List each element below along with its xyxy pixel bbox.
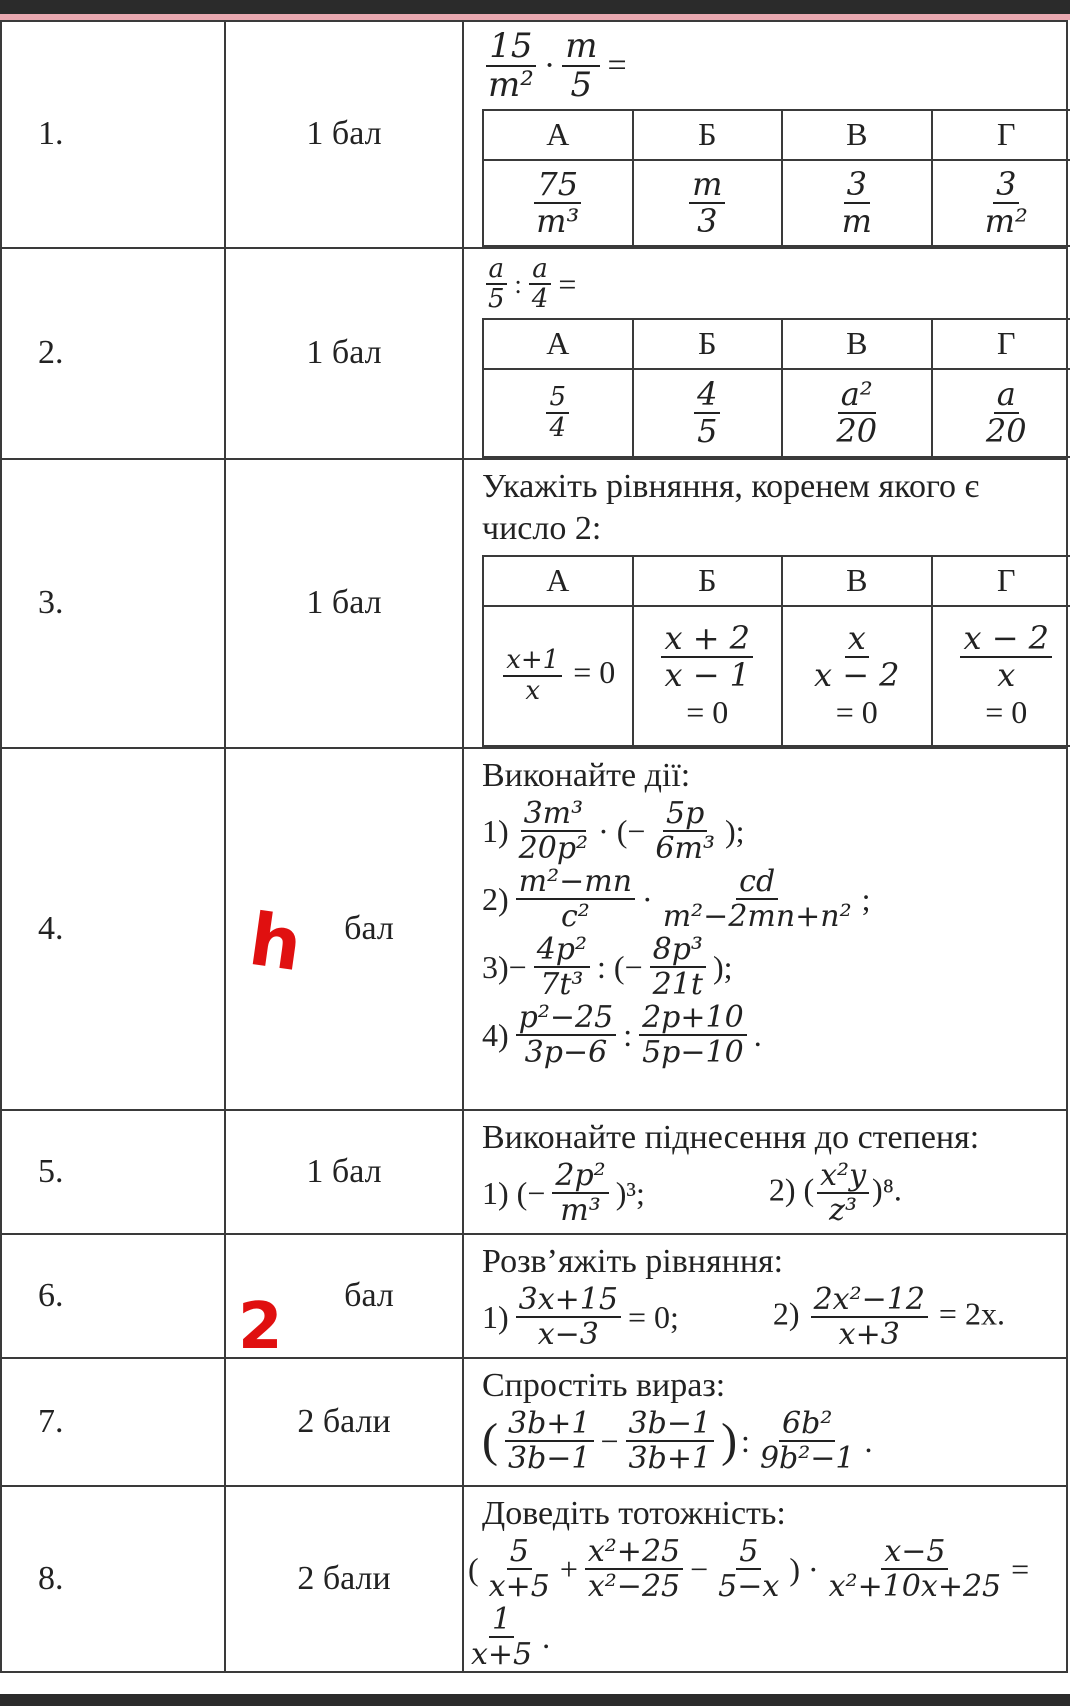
task-row-2 <box>1 248 1067 459</box>
options-table: А Б В Г $\frac{75}{\text{m³}}$ $\frac{m}{3}$ $\frac{3}{m}$ $\frac{3}{\text{m²}}$ <box>482 109 1070 247</box>
option-c-label: В <box>782 556 932 606</box>
task-points: 2 бали <box>225 1486 463 1673</box>
task-points: бал <box>225 1234 463 1358</box>
task-number: 8. <box>1 1486 225 1673</box>
task-content: Виконайте піднесення до степеня: 1) (− $\frac{\text{2p²}}{\text{m³}}$ )³; 2) ( $\frac{\text{x²y}}{\text{z³}}$ )⁸. <box>463 1110 1067 1234</box>
test-table <box>0 20 1068 1673</box>
task-row-4 <box>1 748 1067 1110</box>
task-points: 1 бал <box>225 459 463 748</box>
task-number: 6. <box>1 1234 225 1358</box>
task-points: 2 бали <box>225 1358 463 1486</box>
top-bar <box>0 0 1070 14</box>
task-row-1 <box>1 21 1067 248</box>
task-number: 2. <box>1 248 225 459</box>
task-question: Спростіть вираз: <box>482 1366 726 1404</box>
option-a-label: А <box>483 110 633 160</box>
task-question: Виконайте дії: <box>482 756 691 794</box>
task-content: Доведіть тотожність: ( $\frac{5}{x+5}$ + $\frac{\text{x²+25}}{\text{x²−25}}$ − $\frac{5}{5-x}$ ) · $\frac{x-5}{\text{x²+10x+25}}$ = $\frac{1}{x+5}$ . <box>463 1486 1067 1673</box>
option-c-label: В <box>782 319 932 369</box>
task-content: Розв’яжіть рівняння: 1) $\frac{3x+15}{x-3}$ = 0; 2) $\frac{\text{2x²−12}}{x+3}$ = 2x. <box>463 1234 1067 1358</box>
option-c-label: В <box>782 110 932 160</box>
task-points: 1 бал <box>225 21 463 248</box>
task-row-6 <box>1 1234 1067 1358</box>
task-content: Спростіть вираз: ( $\frac{3b+1}{3b-1}$ − $\frac{3b-1}{3b+1}$ ) : $\frac{\text{6b²}}{\text{9b²−1}}$ . <box>463 1358 1067 1486</box>
option-a-label: А <box>483 556 633 606</box>
options-table: А Б В Г $\frac{5}{4}$ $\frac{4}{5}$ $\frac{\text{a²}}{20}$ $\frac{a}{20}$ <box>482 318 1070 458</box>
handwritten-mark-h: h <box>244 896 307 988</box>
task-points: бал <box>225 748 463 1110</box>
task-question: Виконайте піднесення до степеня: <box>482 1118 980 1156</box>
task-row-7 <box>1 1358 1067 1486</box>
task-content: $\frac{15}{\text{m²}}$ · $\frac{m}{5}$ = А Б В Г $\frac{75}{\text{m³}}$ $\frac{m}{3}$ $\frac{3}{m}$ $\frac{3}{\text{m²}}$ <box>463 21 1067 248</box>
task-number: 4. <box>1 748 225 1110</box>
task-row-8 <box>1 1486 1067 1673</box>
task-number: 5. <box>1 1110 225 1234</box>
handwritten-mark-2: 2 <box>238 1290 283 1364</box>
bottom-bar <box>0 1694 1070 1706</box>
task-row-3 <box>1 459 1067 748</box>
option-b-label: Б <box>633 556 783 606</box>
task-row-5 <box>1 1110 1067 1234</box>
options-table: А Б В Г $\frac{x+1}{x}$ = 0 $\frac{x + 2}{x - 1}$ = 0 $\frac{x}{x - 2}$ = 0 $\frac{x - 2}{x}$ = 0 <box>482 555 1070 747</box>
task-number: 7. <box>1 1358 225 1486</box>
option-b-label: Б <box>633 319 783 369</box>
task-content <box>463 459 1067 748</box>
task-content: $\frac{a}{5}$ : $\frac{a}{4}$ = А Б В Г $\frac{5}{4}$ $\frac{4}{5}$ $\frac{\text{a²}}{20}$ $\frac{a}{20}$ <box>463 248 1067 459</box>
task-question: Укажіть рівняння, коренем якого є число 2: <box>482 467 980 548</box>
option-b-label: Б <box>633 110 783 160</box>
task-points: 1 бал <box>225 1110 463 1234</box>
option-a-label: А <box>483 319 633 369</box>
task-content: Виконайте дії: 1) $\frac{\text{3m³}}{\text{20p²}}$ · (− $\frac{5p}{\text{6m³}}$ ); 2) $\frac{\text{m²−mn}}{\text{c²}}$ · $\frac{cd}{\text{m²−2mn+n²}}$ ; 3)− $\frac{\text{4p²}}{\text{7t³}}$ : (− $\frac{\text{8p³}}{21t}$ ); 4) $\frac{\text{p²−25}}{3p-6}$ : $\frac{2p+10}{5p-10}$ . <box>463 748 1067 1110</box>
option-d-label: Г <box>932 110 1070 160</box>
task-points: 1 бал <box>225 248 463 459</box>
option-d-label: Г <box>932 319 1070 369</box>
task-question: Розв’яжіть рівняння: <box>482 1242 784 1280</box>
task-number: 1. <box>1 21 225 248</box>
task-question: Доведіть тотожність: <box>482 1494 786 1532</box>
task-number: 3. <box>1 459 225 748</box>
option-d-label: Г <box>932 556 1070 606</box>
